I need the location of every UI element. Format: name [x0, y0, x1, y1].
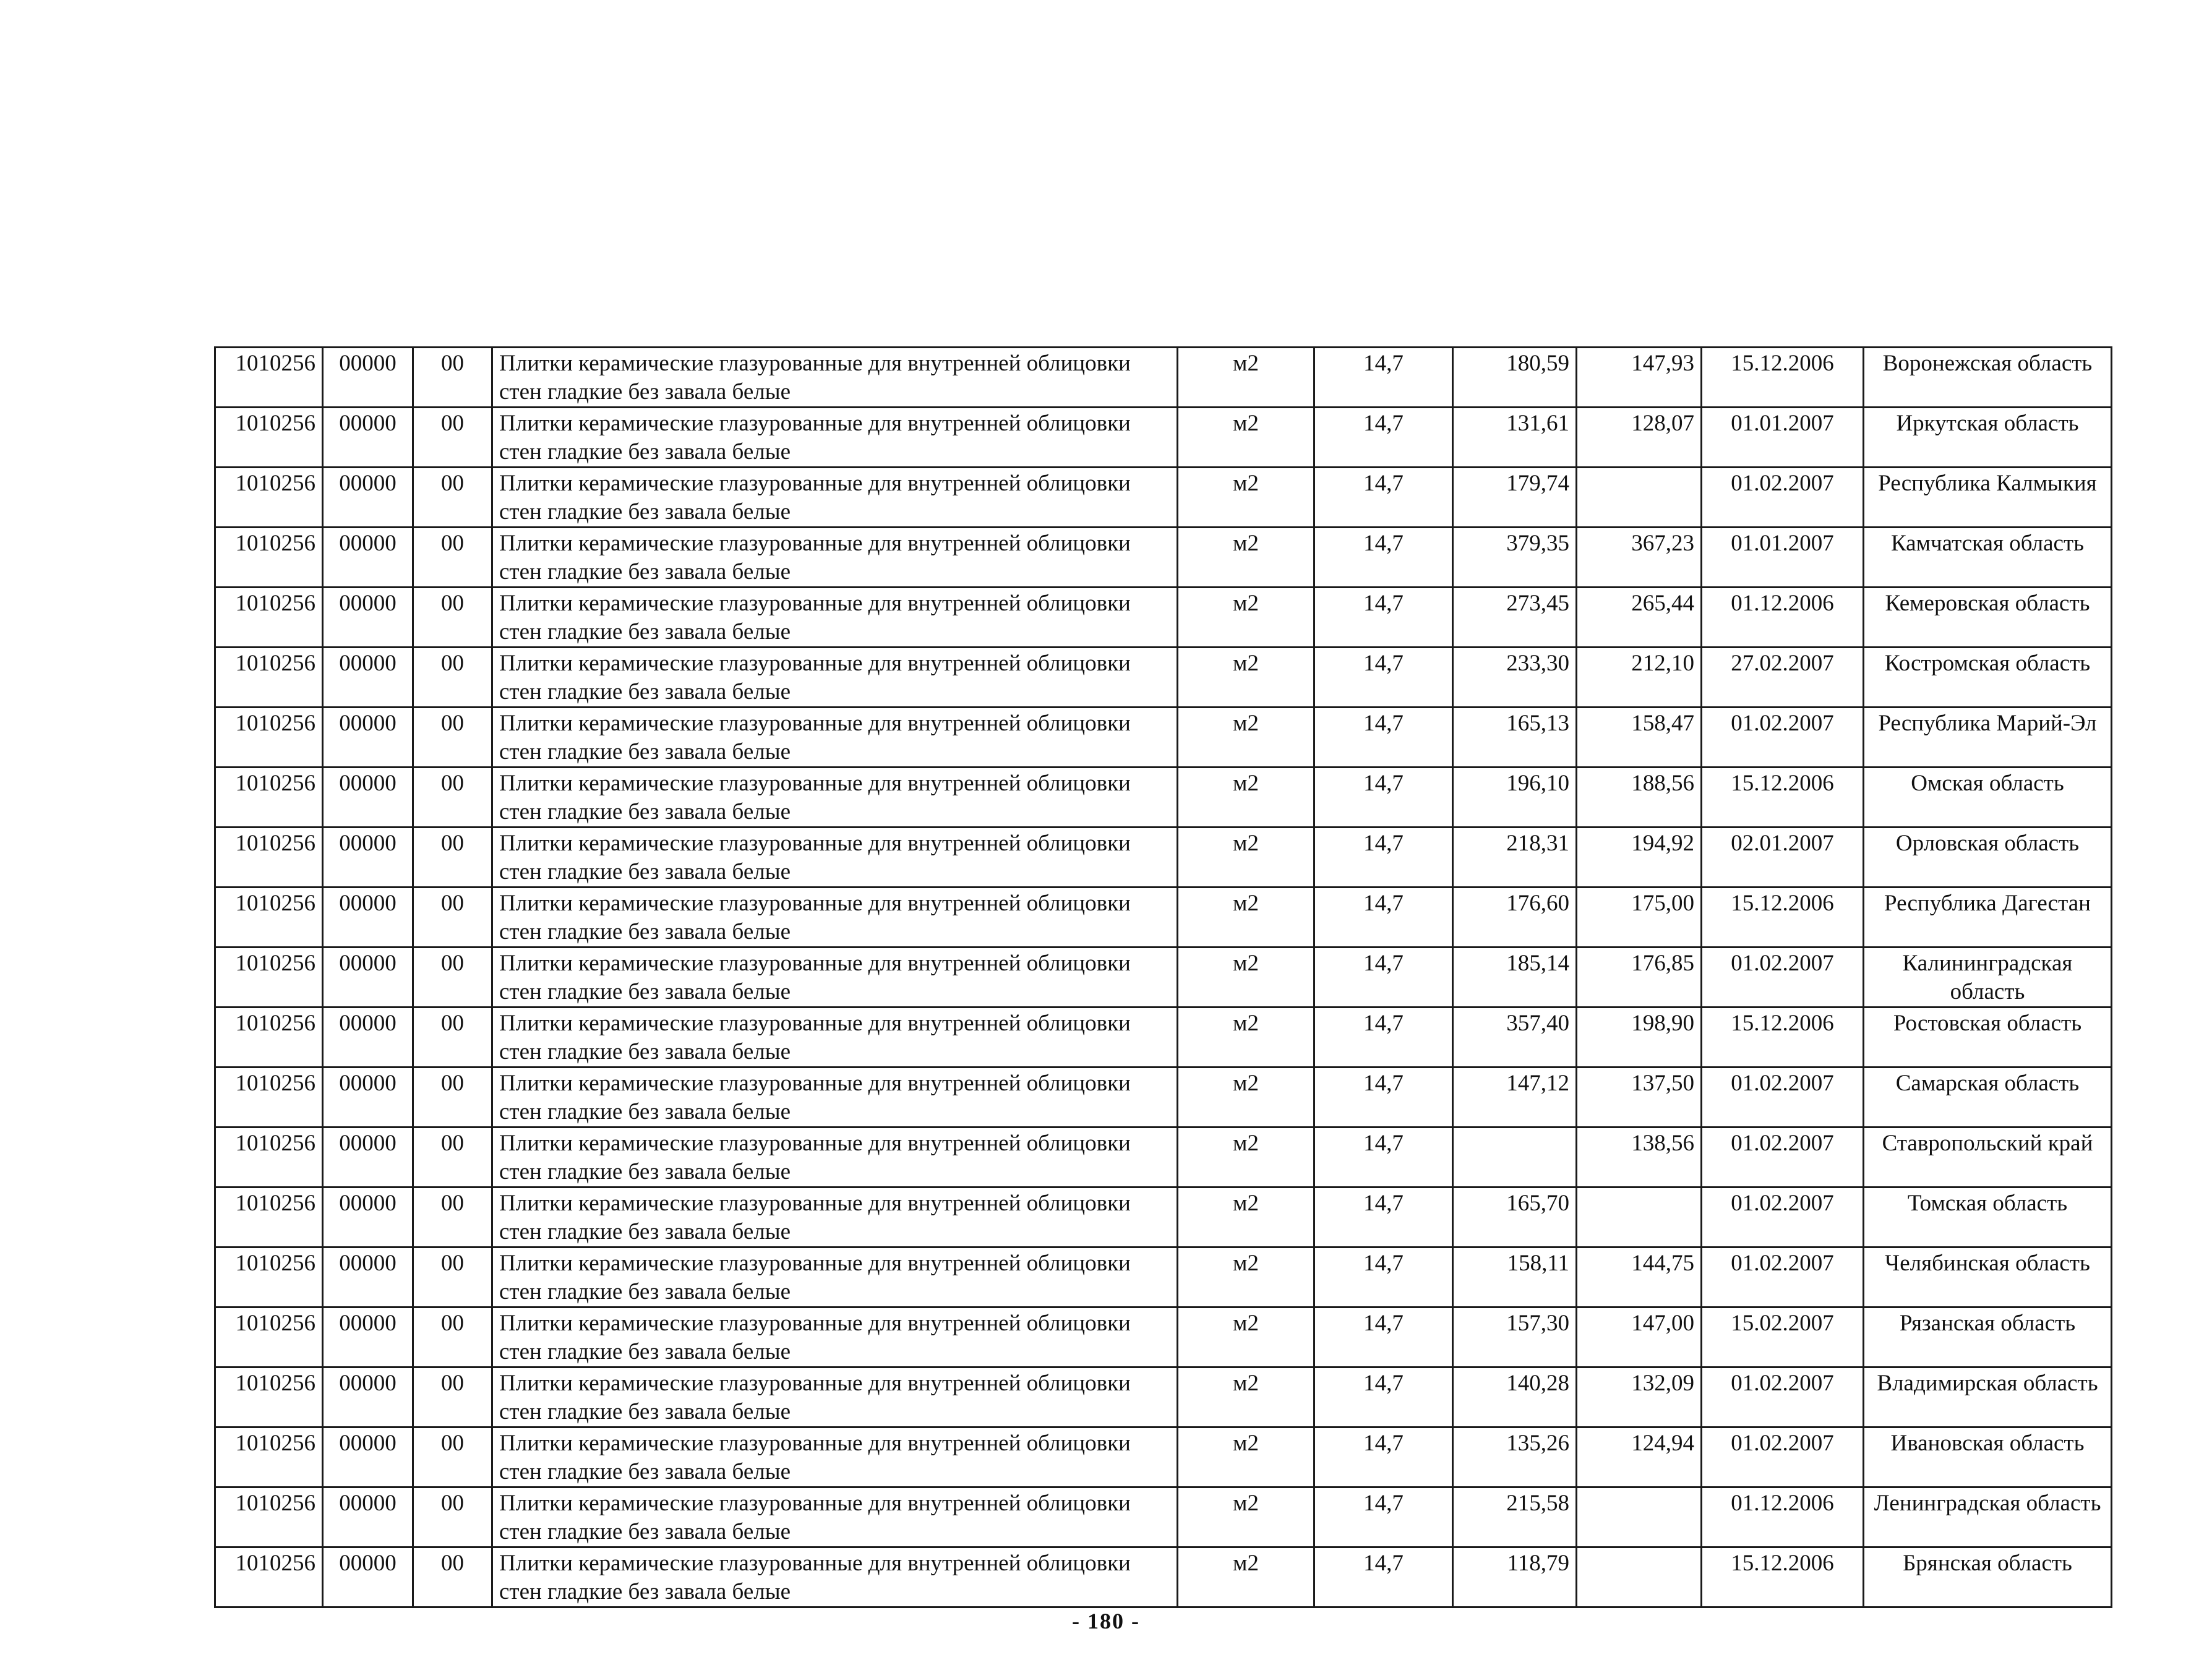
cell-coefficient: 14,7 [1314, 1128, 1453, 1188]
table-row [215, 768, 2112, 828]
cell-price-2: 367,23 [1577, 528, 1702, 588]
cell-unit: м2 [1178, 1427, 1314, 1487]
cell-date: 01.12.2006 [1702, 1487, 1864, 1547]
cell-subcode: 00000 [323, 1547, 413, 1607]
cell-unit: м2 [1178, 648, 1314, 708]
cell-price-2: 265,44 [1577, 588, 1702, 648]
cell-version: 00 [413, 408, 492, 468]
cell-product-name: Плитки керамические глазурованные для внутренней облицовки стен гладкие без завала белые [492, 828, 1178, 888]
cell-unit: м2 [1178, 948, 1314, 1008]
cell-coefficient: 14,7 [1314, 768, 1453, 828]
cell-date: 01.02.2007 [1702, 1128, 1864, 1188]
cell-region: Воронежская область [1864, 348, 2112, 408]
cell-version: 00 [413, 468, 492, 528]
cell-subcode: 00000 [323, 1248, 413, 1308]
table-row [215, 1128, 2112, 1188]
cell-coefficient: 14,7 [1314, 468, 1453, 528]
cell-unit: м2 [1178, 528, 1314, 588]
cell-region: Кемеровская область [1864, 588, 2112, 648]
cell-product-name: Плитки керамические глазурованные для внутренней облицовки стен гладкие без завала белые [492, 1427, 1178, 1487]
cell-coefficient: 14,7 [1314, 828, 1453, 888]
cell-product-name: Плитки керамические глазурованные для внутренней облицовки стен гладкие без завала белые [492, 1487, 1178, 1547]
table-row [215, 408, 2112, 468]
cell-date: 15.12.2006 [1702, 1547, 1864, 1607]
cell-price-2: 137,50 [1577, 1068, 1702, 1128]
table-row [215, 1487, 2112, 1547]
cell-code: 1010256 [215, 588, 323, 648]
cell-price-2: 176,85 [1577, 948, 1702, 1008]
cell-version: 00 [413, 1547, 492, 1607]
cell-price-2 [1577, 468, 1702, 528]
cell-product-name: Плитки керамические глазурованные для внутренней облицовки стен гладкие без завала белые [492, 468, 1178, 528]
cell-price-2: 144,75 [1577, 1248, 1702, 1308]
cell-price-2 [1577, 1188, 1702, 1248]
cell-region: Костромская область [1864, 648, 2112, 708]
cell-region: Владимирская область [1864, 1368, 2112, 1427]
cell-version: 00 [413, 888, 492, 948]
page-number: - 180 - [1072, 1609, 1140, 1633]
cell-unit: м2 [1178, 1368, 1314, 1427]
cell-subcode: 00000 [323, 1308, 413, 1368]
cell-region: Ивановская область [1864, 1427, 2112, 1487]
cell-version: 00 [413, 588, 492, 648]
cell-unit: м2 [1178, 348, 1314, 408]
cell-region: Калининградская область [1864, 948, 2112, 1008]
cell-coefficient: 14,7 [1314, 1368, 1453, 1427]
cell-subcode: 00000 [323, 1188, 413, 1248]
cell-price-1: 131,61 [1453, 408, 1577, 468]
table-row [215, 1008, 2112, 1068]
cell-coefficient: 14,7 [1314, 1427, 1453, 1487]
cell-unit: м2 [1178, 1188, 1314, 1248]
cell-unit: м2 [1178, 768, 1314, 828]
cell-date: 01.02.2007 [1702, 1248, 1864, 1308]
cell-date: 01.02.2007 [1702, 1427, 1864, 1487]
cell-price-2: 158,47 [1577, 708, 1702, 768]
cell-price-2: 138,56 [1577, 1128, 1702, 1188]
cell-product-name: Плитки керамические глазурованные для внутренней облицовки стен гладкие без завала белые [492, 1188, 1178, 1248]
cell-subcode: 00000 [323, 1427, 413, 1487]
cell-date: 01.02.2007 [1702, 1068, 1864, 1128]
cell-coefficient: 14,7 [1314, 1248, 1453, 1308]
cell-coefficient: 14,7 [1314, 1308, 1453, 1368]
cell-coefficient: 14,7 [1314, 1547, 1453, 1607]
cell-date: 15.12.2006 [1702, 888, 1864, 948]
cell-coefficient: 14,7 [1314, 408, 1453, 468]
cell-unit: м2 [1178, 1308, 1314, 1368]
cell-version: 00 [413, 528, 492, 588]
cell-product-name: Плитки керамические глазурованные для внутренней облицовки стен гладкие без завала белые [492, 408, 1178, 468]
cell-date: 01.01.2007 [1702, 408, 1864, 468]
cell-subcode: 00000 [323, 828, 413, 888]
cell-subcode: 00000 [323, 888, 413, 948]
cell-price-1: 196,10 [1453, 768, 1577, 828]
cell-subcode: 00000 [323, 528, 413, 588]
cell-code: 1010256 [215, 888, 323, 948]
cell-code: 1010256 [215, 468, 323, 528]
cell-code: 1010256 [215, 1308, 323, 1368]
cell-coefficient: 14,7 [1314, 348, 1453, 408]
cell-code: 1010256 [215, 768, 323, 828]
cell-coefficient: 14,7 [1314, 948, 1453, 1008]
cell-date: 15.12.2006 [1702, 768, 1864, 828]
cell-product-name: Плитки керамические глазурованные для внутренней облицовки стен гладкие без завала белые [492, 588, 1178, 648]
cell-code: 1010256 [215, 1547, 323, 1607]
cell-coefficient: 14,7 [1314, 1487, 1453, 1547]
table-row [215, 708, 2112, 768]
cell-product-name: Плитки керамические глазурованные для внутренней облицовки стен гладкие без завала белые [492, 888, 1178, 948]
cell-coefficient: 14,7 [1314, 1188, 1453, 1248]
cell-price-1 [1453, 1128, 1577, 1188]
cell-region: Камчатская область [1864, 528, 2112, 588]
cell-coefficient: 14,7 [1314, 588, 1453, 648]
cell-version: 00 [413, 1008, 492, 1068]
cell-subcode: 00000 [323, 1008, 413, 1068]
cell-code: 1010256 [215, 528, 323, 588]
cell-version: 00 [413, 828, 492, 888]
cell-price-2: 124,94 [1577, 1427, 1702, 1487]
cell-code: 1010256 [215, 648, 323, 708]
cell-price-2: 194,92 [1577, 828, 1702, 888]
cell-region: Ставропольский край [1864, 1128, 2112, 1188]
cell-version: 00 [413, 768, 492, 828]
cell-version: 00 [413, 1248, 492, 1308]
cell-date: 15.12.2006 [1702, 348, 1864, 408]
table-row [215, 348, 2112, 408]
cell-region: Ленинградская область [1864, 1487, 2112, 1547]
cell-product-name: Плитки керамические глазурованные для внутренней облицовки стен гладкие без завала белые [492, 708, 1178, 768]
cell-unit: м2 [1178, 588, 1314, 648]
cell-unit: м2 [1178, 1547, 1314, 1607]
cell-unit: м2 [1178, 468, 1314, 528]
cell-subcode: 00000 [323, 948, 413, 1008]
cell-region: Иркутская область [1864, 408, 2112, 468]
cell-version: 00 [413, 1188, 492, 1248]
cell-price-2: 212,10 [1577, 648, 1702, 708]
cell-date: 01.02.2007 [1702, 1188, 1864, 1248]
cell-coefficient: 14,7 [1314, 528, 1453, 588]
table-row [215, 888, 2112, 948]
cell-code: 1010256 [215, 708, 323, 768]
cell-price-1: 165,70 [1453, 1188, 1577, 1248]
cell-price-2: 188,56 [1577, 768, 1702, 828]
cell-coefficient: 14,7 [1314, 708, 1453, 768]
cell-price-1: 357,40 [1453, 1008, 1577, 1068]
cell-price-1: 157,30 [1453, 1308, 1577, 1368]
table-row [215, 1368, 2112, 1427]
cell-unit: м2 [1178, 708, 1314, 768]
cell-date: 15.02.2007 [1702, 1308, 1864, 1368]
cell-unit: м2 [1178, 408, 1314, 468]
document-sheet [214, 346, 2111, 1608]
cell-code: 1010256 [215, 1487, 323, 1547]
cell-code: 1010256 [215, 948, 323, 1008]
cell-date: 01.02.2007 [1702, 948, 1864, 1008]
cell-subcode: 00000 [323, 408, 413, 468]
cell-subcode: 00000 [323, 768, 413, 828]
cell-region: Республика Дагестан [1864, 888, 2112, 948]
cell-subcode: 00000 [323, 1487, 413, 1547]
cell-price-1: 135,26 [1453, 1427, 1577, 1487]
cell-price-2 [1577, 1547, 1702, 1607]
cell-region: Орловская область [1864, 828, 2112, 888]
cell-region: Самарская область [1864, 1068, 2112, 1128]
cell-price-1: 140,28 [1453, 1368, 1577, 1427]
cell-version: 00 [413, 948, 492, 1008]
cell-date: 01.12.2006 [1702, 588, 1864, 648]
cell-coefficient: 14,7 [1314, 648, 1453, 708]
cell-subcode: 00000 [323, 1368, 413, 1427]
cell-product-name: Плитки керамические глазурованные для внутренней облицовки стен гладкие без завала белые [492, 528, 1178, 588]
cell-subcode: 00000 [323, 648, 413, 708]
cell-product-name: Плитки керамические глазурованные для внутренней облицовки стен гладкие без завала белые [492, 1128, 1178, 1188]
cell-price-1: 118,79 [1453, 1547, 1577, 1607]
cell-product-name: Плитки керамические глазурованные для внутренней облицовки стен гладкие без завала белые [492, 1308, 1178, 1368]
cell-unit: м2 [1178, 828, 1314, 888]
cell-version: 00 [413, 1427, 492, 1487]
cell-subcode: 00000 [323, 1128, 413, 1188]
cell-subcode: 00000 [323, 1068, 413, 1128]
cell-region: Челябинская область [1864, 1248, 2112, 1308]
cell-price-1: 165,13 [1453, 708, 1577, 768]
cell-date: 01.01.2007 [1702, 528, 1864, 588]
cell-price-2: 198,90 [1577, 1008, 1702, 1068]
cell-code: 1010256 [215, 1128, 323, 1188]
table-row [215, 1068, 2112, 1128]
price-table [214, 346, 2112, 1608]
cell-product-name: Плитки керамические глазурованные для внутренней облицовки стен гладкие без завала белые [492, 1368, 1178, 1427]
cell-region: Томская область [1864, 1188, 2112, 1248]
cell-code: 1010256 [215, 1427, 323, 1487]
cell-code: 1010256 [215, 408, 323, 468]
cell-price-2 [1577, 1487, 1702, 1547]
cell-coefficient: 14,7 [1314, 1008, 1453, 1068]
cell-price-2: 147,00 [1577, 1308, 1702, 1368]
cell-subcode: 00000 [323, 348, 413, 408]
cell-date: 01.02.2007 [1702, 1368, 1864, 1427]
cell-product-name: Плитки керамические глазурованные для внутренней облицовки стен гладкие без завала белые [492, 1068, 1178, 1128]
cell-price-2: 147,93 [1577, 348, 1702, 408]
cell-version: 00 [413, 1068, 492, 1128]
cell-price-2: 132,09 [1577, 1368, 1702, 1427]
cell-date: 15.12.2006 [1702, 1008, 1864, 1068]
cell-price-1: 215,58 [1453, 1487, 1577, 1547]
cell-price-1: 147,12 [1453, 1068, 1577, 1128]
table-row [215, 1547, 2112, 1607]
cell-code: 1010256 [215, 1008, 323, 1068]
cell-code: 1010256 [215, 348, 323, 408]
cell-version: 00 [413, 348, 492, 408]
cell-price-1: 185,14 [1453, 948, 1577, 1008]
cell-price-1: 233,30 [1453, 648, 1577, 708]
cell-unit: м2 [1178, 1248, 1314, 1308]
cell-region: Республика Марий-Эл [1864, 708, 2112, 768]
table-row [215, 648, 2112, 708]
cell-price-1: 176,60 [1453, 888, 1577, 948]
cell-price-2: 175,00 [1577, 888, 1702, 948]
cell-version: 00 [413, 1487, 492, 1547]
cell-product-name: Плитки керамические глазурованные для внутренней облицовки стен гладкие без завала белые [492, 1248, 1178, 1308]
cell-unit: м2 [1178, 1008, 1314, 1068]
cell-version: 00 [413, 1128, 492, 1188]
cell-date: 02.01.2007 [1702, 828, 1864, 888]
cell-unit: м2 [1178, 888, 1314, 948]
cell-subcode: 00000 [323, 588, 413, 648]
cell-region: Рязанская область [1864, 1308, 2112, 1368]
cell-price-1: 180,59 [1453, 348, 1577, 408]
cell-price-1: 179,74 [1453, 468, 1577, 528]
cell-code: 1010256 [215, 1068, 323, 1128]
cell-code: 1010256 [215, 1188, 323, 1248]
table-row [215, 528, 2112, 588]
table-body [215, 348, 2112, 1607]
cell-price-1: 158,11 [1453, 1248, 1577, 1308]
cell-price-1: 218,31 [1453, 828, 1577, 888]
cell-coefficient: 14,7 [1314, 888, 1453, 948]
table-row [215, 828, 2112, 888]
table-row [215, 1188, 2112, 1248]
cell-price-1: 379,35 [1453, 528, 1577, 588]
cell-product-name: Плитки керамические глазурованные для внутренней облицовки стен гладкие без завала белые [492, 948, 1178, 1008]
cell-price-1: 273,45 [1453, 588, 1577, 648]
cell-product-name: Плитки керамические глазурованные для внутренней облицовки стен гладкие без завала белые [492, 648, 1178, 708]
table-row [215, 588, 2112, 648]
cell-version: 00 [413, 1368, 492, 1427]
table-row [215, 1427, 2112, 1487]
cell-product-name: Плитки керамические глазурованные для внутренней облицовки стен гладкие без завала белые [492, 768, 1178, 828]
cell-coefficient: 14,7 [1314, 1068, 1453, 1128]
cell-region: Брянская область [1864, 1547, 2112, 1607]
cell-product-name: Плитки керамические глазурованные для внутренней облицовки стен гладкие без завала белые [492, 1008, 1178, 1068]
cell-unit: м2 [1178, 1487, 1314, 1547]
cell-date: 01.02.2007 [1702, 708, 1864, 768]
table-row [215, 1248, 2112, 1308]
cell-price-2: 128,07 [1577, 408, 1702, 468]
table-row [215, 468, 2112, 528]
cell-date: 27.02.2007 [1702, 648, 1864, 708]
cell-version: 00 [413, 648, 492, 708]
cell-region: Республика Калмыкия [1864, 468, 2112, 528]
cell-product-name: Плитки керамические глазурованные для внутренней облицовки стен гладкие без завала белые [492, 348, 1178, 408]
cell-subcode: 00000 [323, 708, 413, 768]
cell-unit: м2 [1178, 1068, 1314, 1128]
cell-region: Омская область [1864, 768, 2112, 828]
cell-version: 00 [413, 1308, 492, 1368]
cell-product-name: Плитки керамические глазурованные для внутренней облицовки стен гладкие без завала белые [492, 1547, 1178, 1607]
table-row [215, 1308, 2112, 1368]
cell-code: 1010256 [215, 1248, 323, 1308]
cell-date: 01.02.2007 [1702, 468, 1864, 528]
cell-code: 1010256 [215, 1368, 323, 1427]
cell-subcode: 00000 [323, 468, 413, 528]
cell-region: Ростовская область [1864, 1008, 2112, 1068]
cell-version: 00 [413, 708, 492, 768]
table-row [215, 948, 2112, 1008]
cell-code: 1010256 [215, 828, 323, 888]
cell-unit: м2 [1178, 1128, 1314, 1188]
